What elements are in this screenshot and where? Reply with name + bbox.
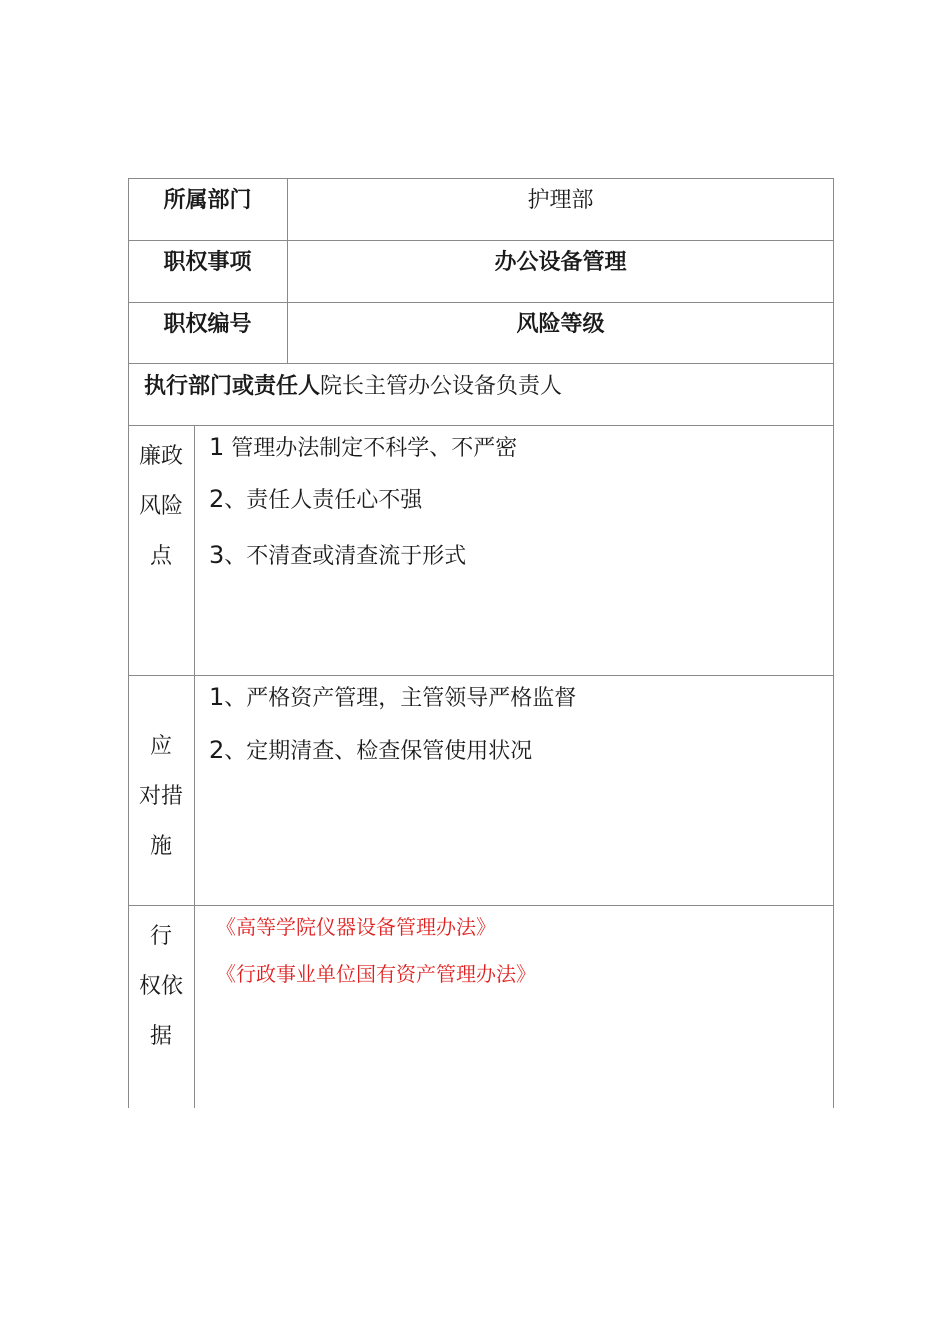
table-right-border (833, 178, 834, 1108)
risk-points-label (129, 432, 193, 582)
measure-item: 1、严格资产管理，主管领导严格监督 (209, 683, 577, 711)
label-column-divider (194, 425, 195, 1108)
label-line: 权依 (138, 974, 183, 999)
basis-label (129, 912, 193, 1062)
label-line: 廉政 (138, 444, 183, 469)
label-line: 行 (149, 924, 172, 949)
basis-item: 《高等学院仪器设备管理办法》 (216, 915, 496, 939)
table-top-border (128, 178, 834, 179)
matter-value: 办公设备管理 (494, 250, 627, 275)
risk-point-item: 2、责任人责任心不强 (209, 485, 423, 513)
executor-row (144, 372, 562, 402)
label-line: 应 (149, 734, 172, 759)
executor-value: 院长主管办公设备负责人 (320, 374, 563, 399)
department-label: 所属部门 (163, 188, 252, 213)
risk-point-item: 3、不清查或清查流于形式 (209, 541, 467, 569)
risk-level-label: 风险等级 (516, 312, 605, 337)
basis-item: 《行政事业单位国有资产管理办法》 (216, 962, 536, 986)
row-divider (128, 363, 834, 364)
row-divider (128, 302, 834, 303)
label-line: 施 (149, 834, 172, 859)
department-value: 护理部 (527, 188, 594, 213)
measure-item: 2、定期清查、检查保管使用状况 (209, 736, 533, 764)
code-label: 职权编号 (163, 312, 252, 337)
risk-point-item: 1 管理办法制定不科学、不严密 (209, 433, 518, 461)
label-line: 据 (149, 1024, 172, 1049)
label-line: 风险 (138, 494, 183, 519)
label-line: 对措 (138, 784, 183, 809)
measures-label (129, 722, 193, 872)
row-divider (128, 425, 834, 426)
row-divider (128, 905, 834, 906)
row-divider (128, 240, 834, 241)
row-divider (128, 675, 834, 676)
label-line: 点 (149, 544, 172, 569)
matter-label: 职权事项 (163, 250, 252, 275)
executor-label: 执行部门或责任人 (144, 374, 321, 399)
